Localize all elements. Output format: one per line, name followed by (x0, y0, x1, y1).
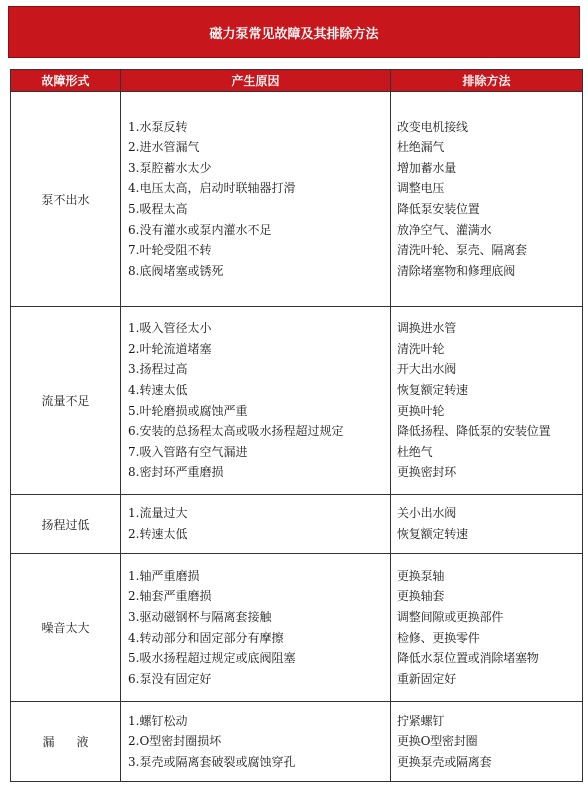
remedy-item: 更换轴套 (397, 589, 445, 604)
cause-item: 1.吸入管径太小 (128, 321, 212, 336)
cause-item: 5.吸水扬程超过规定或底阀阻塞 (128, 651, 296, 666)
remedy-item: 拧紧螺钉 (397, 713, 445, 728)
remedy-item: 增加蓄水量 (397, 160, 457, 175)
cause-item: 5.吸程太高 (128, 202, 188, 216)
cause-item: 2.进水管漏气 (128, 140, 200, 155)
remedy-item: 调整间隙或更换部件 (397, 609, 504, 624)
table-row (11, 554, 583, 702)
remedy-item: 调整电压 (397, 181, 445, 196)
cause-item: 4.转动部分和固定部分有摩擦 (128, 630, 284, 645)
fault-cell: 泵不出水 (11, 92, 121, 307)
cause-item: 2.轴套严重磨损 (128, 589, 212, 604)
remedy-item: 调换进水管 (397, 321, 457, 336)
remedy-item: 更换泵壳或隔离套 (397, 754, 492, 769)
cause-item: 2.转速太低 (128, 527, 188, 541)
remedy-item: 重新固定好 (397, 671, 457, 686)
cause-item: 3.泵腔蓄水太少 (128, 160, 212, 175)
remedy-item: 关小出水阀 (397, 506, 457, 521)
remedy-item: 更换密封环 (397, 465, 457, 480)
remedy-item: 恢复额定转速 (397, 527, 468, 541)
remedy-cell (391, 495, 583, 554)
cause-item: 6.泵没有固定好 (128, 671, 212, 686)
header-fault: 故障形式 (11, 70, 121, 92)
fault-table (10, 69, 583, 782)
fault-cell: 噪音太大 (11, 554, 121, 702)
remedy-item: 降低泵安装位置 (397, 202, 480, 216)
cause-item: 4.电压太高，启动时联轴器打滑 (128, 181, 296, 196)
cause-item: 7.吸入管路有空气漏进 (128, 444, 248, 459)
cause-item: 6.安装的总扬程太高或吸水扬程超过规定 (128, 424, 344, 439)
table-row (11, 495, 583, 554)
cause-cell (121, 554, 391, 702)
header-remedy: 排除方法 (391, 70, 583, 92)
cause-item: 3.驱动磁钢杯与隔离套接触 (128, 609, 272, 624)
cause-item: 1.螺钉松动 (128, 713, 188, 728)
cause-item: 2.叶轮流道堵塞 (128, 341, 212, 356)
cause-item: 3.泵壳或隔离套破裂或腐蚀穿孔 (128, 754, 296, 769)
remedy-item: 更换泵轴 (397, 568, 445, 583)
fault-cell: 扬程过低 (11, 495, 121, 554)
cause-item: 4.转速太低 (128, 382, 188, 397)
remedy-cell (391, 702, 583, 782)
cause-item: 8.密封环严重磨损 (128, 465, 224, 480)
remedy-item: 降低扬程、降低泵的安装位置 (397, 424, 551, 439)
cause-item: 1.流量过大 (128, 506, 188, 521)
cause-item: 3.扬程过高 (128, 362, 188, 377)
remedy-item: 开大出水阀 (397, 362, 457, 377)
remedy-item: 杜绝漏气 (397, 140, 445, 155)
cause-item: 7.叶轮受阻不转 (128, 243, 212, 258)
remedy-item: 改变电机接线 (397, 119, 468, 134)
header-cause: 产生原因 (121, 70, 391, 92)
cause-item: 8.底阀堵塞或锈死 (128, 263, 224, 278)
cause-item: 2.O型密封圈损坏 (128, 734, 222, 749)
fault-cell: 漏液 (11, 702, 121, 782)
remedy-cell (391, 554, 583, 702)
remedy-cell (391, 92, 583, 307)
remedy-item: 清除堵塞物和修理底阀 (397, 263, 516, 278)
remedy-cell (391, 307, 583, 495)
remedy-item: 杜绝气 (397, 444, 433, 459)
remedy-item: 更换O型密封圈 (397, 734, 478, 749)
cause-item: 1.水泵反转 (128, 119, 188, 134)
table-row (11, 702, 583, 782)
table-row (11, 92, 583, 307)
cause-item: 5.叶轮磨损或腐蚀严重 (128, 403, 248, 418)
title-bar (8, 6, 580, 58)
cause-item: 6.没有灌水或泵内灌水不足 (128, 222, 272, 237)
remedy-item: 更换叶轮 (397, 403, 445, 418)
fault-cell: 流量不足 (11, 307, 121, 495)
remedy-item: 恢复额定转速 (397, 382, 468, 397)
page-title: 磁力泵常见故障及其排除方法 (209, 26, 379, 42)
cause-cell (121, 307, 391, 495)
cause-item: 1.轴严重磨损 (128, 568, 200, 583)
remedy-item: 降低水泵位置或消除堵塞物 (397, 651, 539, 666)
cause-cell (121, 92, 391, 307)
remedy-item: 放净空气、灌满水 (397, 222, 492, 237)
cause-cell (121, 495, 391, 554)
cause-cell (121, 702, 391, 782)
remedy-item: 清洗叶轮 (397, 341, 445, 356)
table-row (11, 307, 583, 495)
table-header-row (11, 70, 583, 92)
remedy-item: 检修、更换零件 (397, 630, 480, 645)
remedy-item: 清洗叶轮、泵壳、隔离套 (397, 243, 527, 258)
